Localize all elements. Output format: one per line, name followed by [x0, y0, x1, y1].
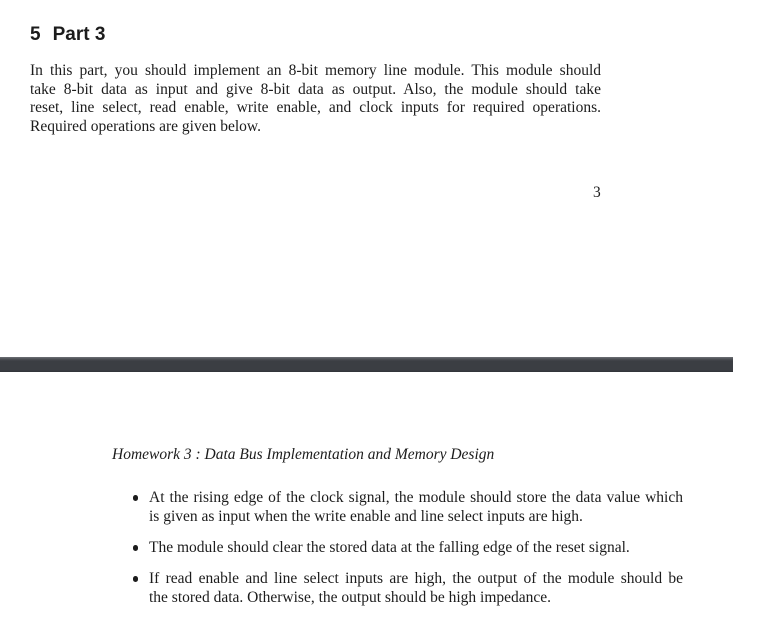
list-item	[149, 569, 683, 607]
bullet-icon	[133, 576, 139, 582]
bullet-icon	[133, 545, 139, 551]
list-item-line: The module should clear the stored data at the falling edge of the reset signal.	[149, 538, 630, 556]
running-header: Homework 3 : Data Bus Implementation and Memory Design	[112, 445, 495, 463]
pdf-page-4	[0, 372, 733, 625]
list-item	[149, 488, 683, 526]
intro-paragraph	[30, 62, 601, 137]
requirements-list	[149, 488, 683, 619]
section-title: Part 3	[52, 24, 106, 45]
paragraph-line: take 8-bit data as input and give 8-bit data as output. Also, the module should take	[30, 80, 601, 98]
paragraph-line: reset, line select, read enable, write enable, and clock inputs for required operations.	[30, 99, 601, 117]
bullet-icon	[133, 495, 139, 501]
page-number: 3	[593, 183, 601, 201]
list-item-line: If read enable and line select inputs are high, the output of the module should be	[149, 569, 683, 587]
list-item-line: is given as input when the write enable and line select inputs are high.	[149, 507, 583, 525]
section-heading	[30, 24, 105, 46]
list-item	[149, 538, 683, 557]
list-item-line: the stored data. Otherwise, the output should be high impedance.	[149, 588, 552, 606]
paragraph-line: In this part, you should implement an 8-bit memory line module. This module should	[30, 62, 601, 79]
list-item-line: At the rising edge of the clock signal, the module should store the data value which	[149, 488, 683, 506]
page-separator	[0, 357, 733, 372]
paragraph-line: Required operations are given below.	[30, 118, 261, 136]
section-number: 5	[30, 24, 41, 45]
